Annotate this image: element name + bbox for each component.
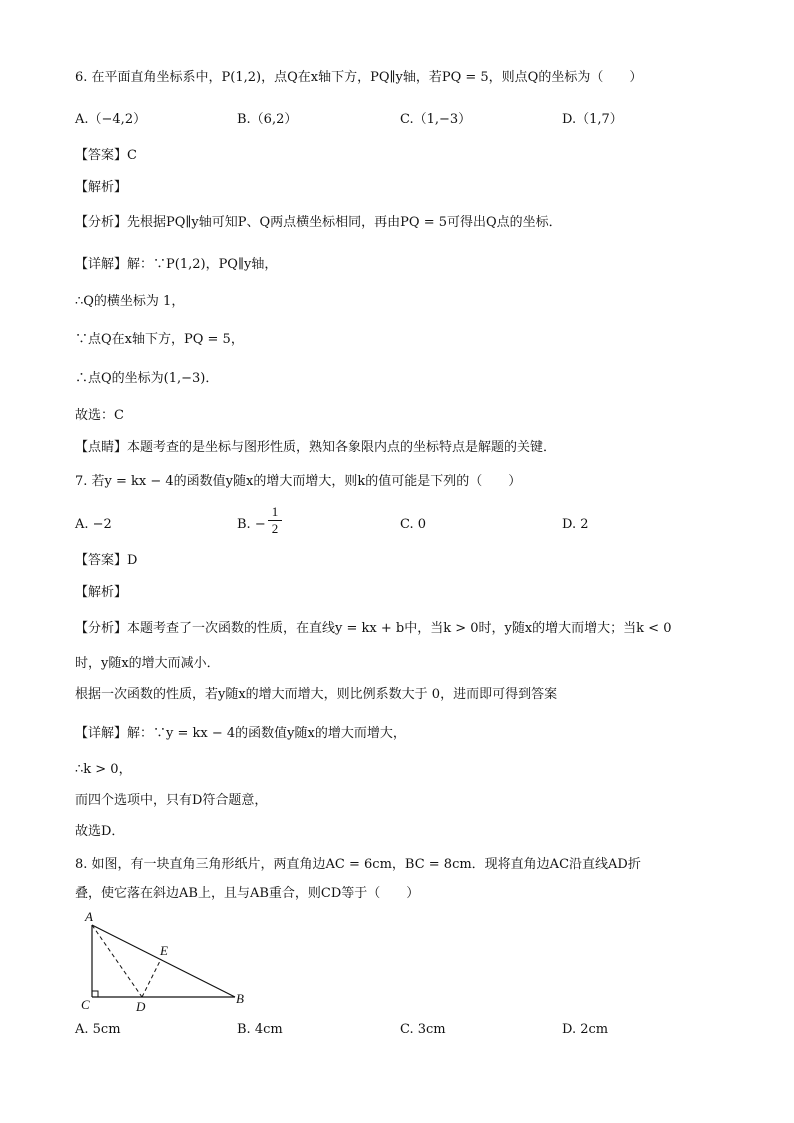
q7-option-b-prefix: B. − <box>237 517 266 532</box>
q6-detail-3: ∵点Q在x轴下方，PQ = 5， <box>75 332 244 347</box>
q6-answer: 【答案】C <box>75 148 137 163</box>
right-angle-marker <box>92 991 98 997</box>
q6-detail-2: ∴Q的横坐标为 1， <box>75 294 185 309</box>
q7-fenxi-3: 根据一次函数的性质，若y随x的增大而增大，则比例系数大于 0，进而即可得到答案 <box>75 687 558 702</box>
fold-line-ad <box>92 925 142 997</box>
q7-detail-4: 故选D． <box>75 824 125 839</box>
q7-detail-1: 【详解】解：∵y = kx − 4的函数值y随x的增大而增大， <box>75 726 406 741</box>
q8-option-a: A. 5cm <box>75 1022 121 1037</box>
label-d: D <box>136 999 146 1014</box>
q7-fenxi-1: 【分析】本题考查了一次函数的性质，在直线y = kx + b中，当k > 0时，y随x的增大而增大；当k < 0 <box>75 621 672 636</box>
q8-option-d: D. 2cm <box>562 1022 609 1037</box>
q7-analysis-tag: 【解析】 <box>75 585 128 600</box>
q6-stem: 6. 在平面直角坐标系中，P(1,2)，点Q在x轴下方，PQ∥y轴，若PQ = 5，则点Q的坐标为（ ） <box>75 70 643 85</box>
q7-answer: 【答案】D <box>75 553 138 568</box>
q7-option-d: D. 2 <box>562 517 589 532</box>
q8-option-c: C. 3cm <box>400 1022 446 1037</box>
q7-fenxi-2: 时，y随x的增大而减小． <box>75 656 220 671</box>
q7-option-a: A. −2 <box>75 517 112 532</box>
q8-triangle-figure <box>75 905 275 1015</box>
fold-line-de <box>142 959 161 997</box>
q7-option-b-denominator: 2 <box>268 520 282 537</box>
q6-option-d: D.（1,7） <box>562 112 623 127</box>
q6-detail-4: ∴点Q的坐标为(1,−3)． <box>75 371 219 386</box>
q7-option-b-fraction <box>268 504 282 537</box>
q8-option-b: B. 4cm <box>237 1022 283 1037</box>
q7-option-b-numerator: 1 <box>271 504 279 519</box>
q7-stem: 7. 若y = kx − 4的函数值y随x的增大而增大，则k的值可能是下列的（ ） <box>75 474 522 489</box>
q6-detail-1: 【详解】解：∵P(1,2)，PQ∥y轴， <box>75 257 278 272</box>
q8-stem-2: 叠，使它落在斜边AB上，且与AB重合，则CD等于（ ） <box>75 886 420 901</box>
label-b: B <box>236 991 244 1006</box>
label-e: E <box>160 943 168 958</box>
q7-option-c: C. 0 <box>400 517 427 532</box>
edge-ab <box>92 925 235 997</box>
q6-detail-5: 故选：C <box>75 408 124 423</box>
q6-dianjing: 【点睛】本题考查的是坐标与图形性质，熟知各象限内点的坐标特点是解题的关键． <box>75 440 557 455</box>
q6-option-b: B.（6,2） <box>237 112 298 127</box>
q6-fenxi: 【分析】先根据PQ∥y轴可知P、Q两点横坐标相同，再由PQ = 5可得出Q点的坐标． <box>75 215 562 230</box>
q8-stem-1: 8. 如图，有一块直角三角形纸片，两直角边AC = 6cm，BC = 8cm．现将直角边AC沿直线AD折 <box>75 857 641 872</box>
q7-detail-3: 而四个选项中，只有D符合题意， <box>75 793 268 808</box>
q7-detail-2: ∴k > 0， <box>75 762 132 777</box>
q6-analysis-tag: 【解析】 <box>75 180 128 195</box>
q6-option-c: C.（1,−3） <box>400 112 472 127</box>
q6-option-a: A.（−4,2） <box>75 112 147 127</box>
label-a: A <box>85 909 93 924</box>
label-c: C <box>81 997 90 1012</box>
